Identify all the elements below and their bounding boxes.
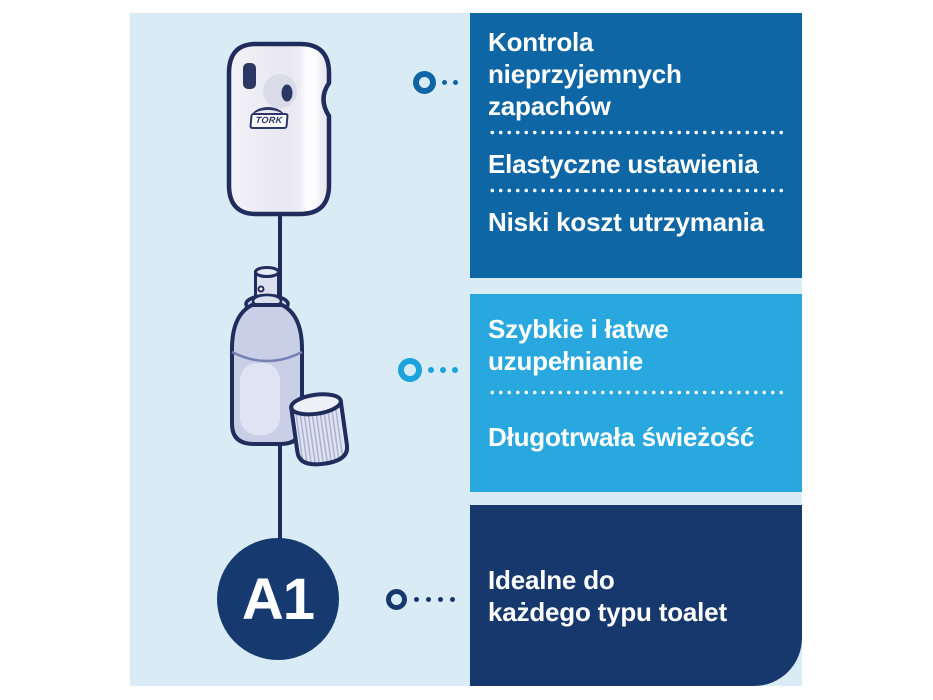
dotted-divider [488,390,783,395]
dot-icon [414,597,419,602]
benefit-item [488,148,783,180]
benefit-text: Długotrwała świeżość [488,422,755,452]
dispenser-icon [229,44,329,214]
benefit-text: uzupełnianie [488,346,644,376]
connector-badge [386,589,455,610]
refill-size-badge: A1 [217,538,339,660]
dot-icon [452,367,458,373]
dotted-divider [488,188,783,193]
ring-icon [386,589,407,610]
benefit-text: Idealne do [488,564,615,595]
dot-icon [428,367,434,373]
dot-icon [442,80,447,85]
benefit-item [488,421,783,453]
benefit-panel-middle [470,294,802,492]
benefit-text: Elastyczne ustawienia [488,149,759,179]
benefit-item [488,313,783,377]
benefit-panel-top [470,13,802,278]
benefit-text: każdego typu toalet [488,596,727,627]
benefit-item [488,26,783,122]
ring-icon [413,71,436,94]
benefit-panel-bottom [470,505,802,686]
benefit-item [488,564,783,628]
dotted-divider [488,130,783,135]
dot-icon [450,597,455,602]
ring-icon [398,358,422,382]
benefit-text: Niski koszt utrzymania [488,207,764,237]
dot-icon [426,597,431,602]
dot-icon [440,367,446,373]
benefit-text: zapachów [488,91,611,121]
connector-refill [398,358,458,382]
dot-icon [453,80,458,85]
benefit-text: nieprzyjemnych [488,59,682,89]
dot-icon [438,597,443,602]
benefit-text: Szybkie i łatwe [488,314,669,344]
tork-logo: TORK [249,113,288,129]
benefit-text: Kontrola [488,27,594,57]
cap-icon [290,391,349,467]
nozzle-hole-icon [259,287,264,292]
benefit-item [488,206,783,238]
connector-dispenser [413,71,458,94]
sensor-window-icon [243,63,256,89]
